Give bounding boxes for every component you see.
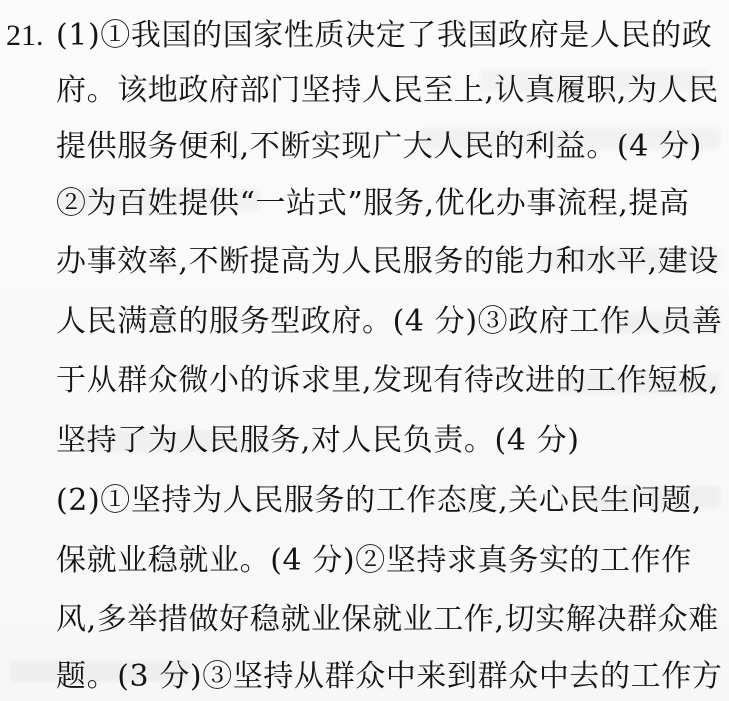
answer-line: (1)①我国的国家性质决定了我国政府是人民的政 [56, 18, 713, 53]
answer-line: 于从群众微小的诉求里,发现有待改进的工作短板, [56, 363, 719, 398]
answer-line: (2)①坚持为人民服务的工作态度,关心民生问题, [56, 483, 702, 518]
answer-line: 办事效率,不断提高为人民服务的能力和水平,建设 [56, 244, 719, 279]
answer-line: 题。(3 分)③坚持从群众中来到群众中去的工作方 [56, 659, 723, 694]
question-number: 21. [6, 19, 44, 52]
answer-line: 保就业稳就业。(4 分)②坚持求真务实的工作作 [56, 543, 692, 578]
answer-line: 府。该地政府部门坚持人民至上,认真履职,为人民 [56, 73, 719, 108]
answer-line: 人民满意的服务型政府。(4 分)③政府工作人员善 [56, 304, 723, 339]
answer-line: 提供服务便利,不断实现广大人民的利益。(4 分) [56, 129, 702, 164]
answer-line: 风,多举措做好稳就业保就业工作,切实解决群众难 [56, 602, 719, 637]
answer-line: ②为百姓提供“一站式”服务,优化办事流程,提高 [56, 186, 690, 221]
answer-line: 坚持了为人民服务,对人民负责。(4 分) [56, 423, 580, 458]
